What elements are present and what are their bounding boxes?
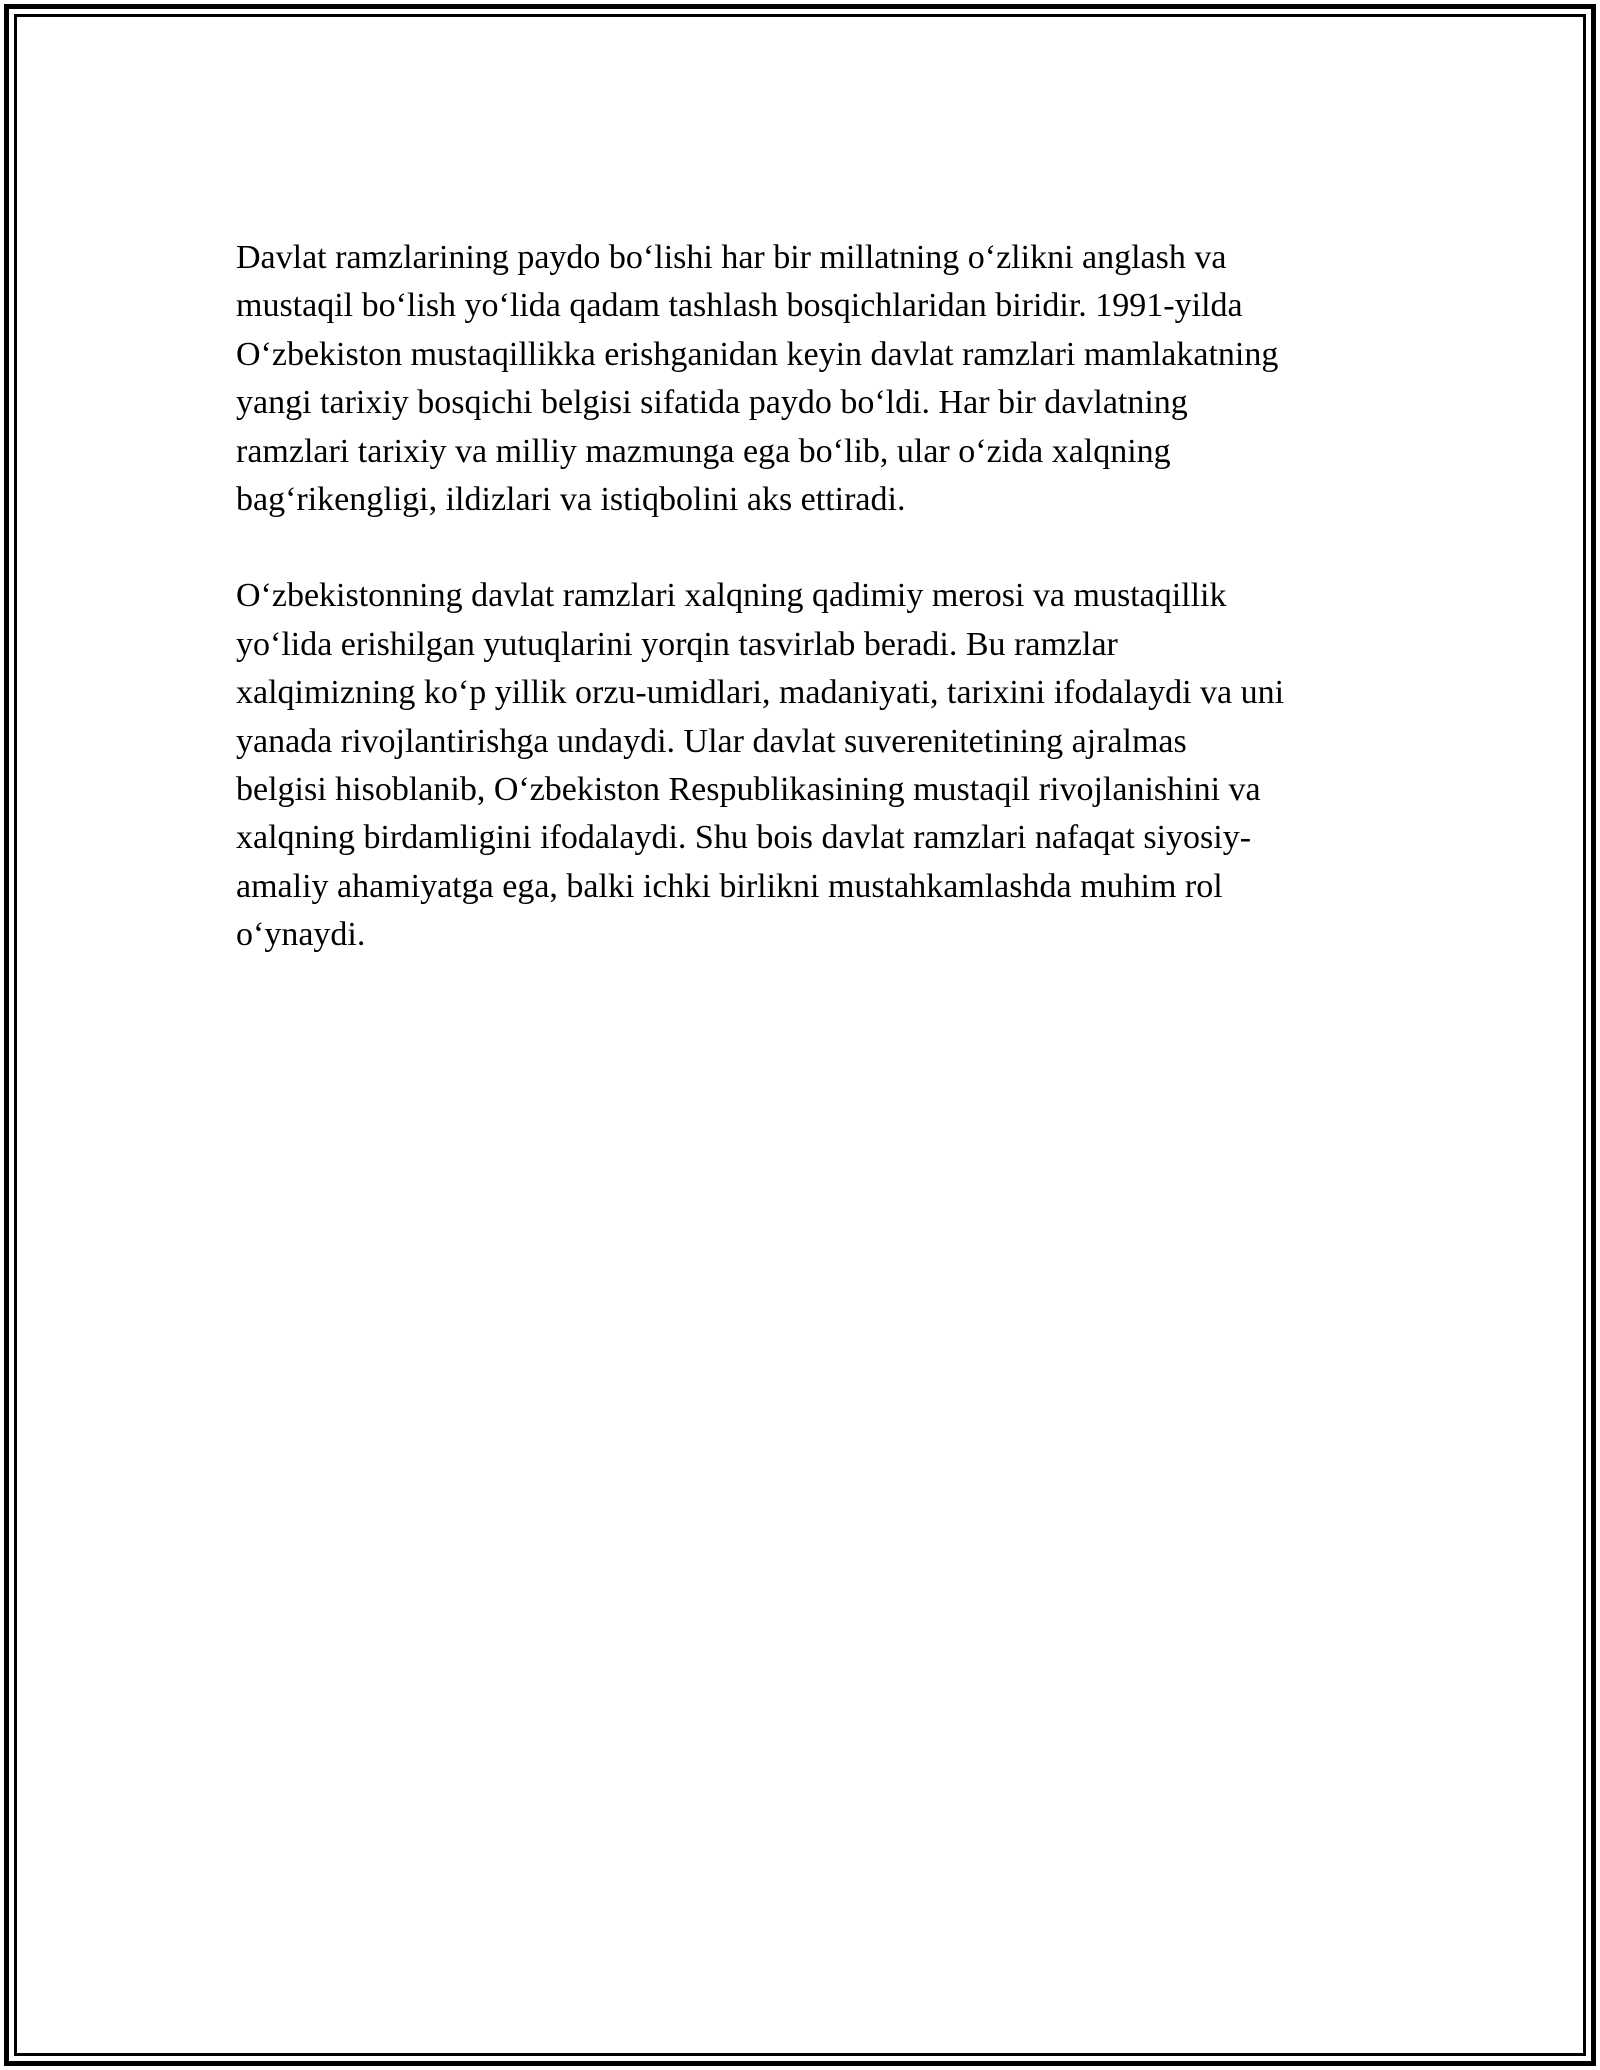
text-line: o‘ynaydi. (236, 916, 366, 954)
paragraph-1 (236, 234, 1376, 524)
text-line: Davlat ramzlarining paydo bo‘lishi har bir millatning o‘zlikni anglash va (236, 239, 1227, 276)
text-line: yangi tarixiy bosqichi belgisi sifatida paydo bo‘ldi. Har bir davlatning (236, 384, 1188, 422)
text-line: belgisi hisoblanib, O‘zbekiston Respublikasining mustaqil rivojlanishini va (236, 771, 1261, 809)
document-body (236, 234, 1376, 960)
text-line: yo‘lida erishilgan yutuqlarini yorqin tasvirlab beradi. Bu ramzlar (236, 625, 1118, 663)
text-line: mustaqil bo‘lish yo‘lida qadam tashlash bosqichlaridan biridir. 1991-yilda (236, 287, 1243, 325)
text-line: ramzlari tarixiy va milliy mazmunga ega bo‘lib, ular o‘zida xalqning (236, 432, 1171, 470)
text-line: O‘zbekistonning davlat ramzlari xalqning qadimiy merosi va mustaqillik (236, 577, 1227, 615)
paragraph-2 (236, 572, 1376, 959)
text-line: xalqimizning ko‘p yillik orzu-umidlari, madaniyati, tarixini ifodalaydi va uni (236, 674, 1285, 712)
text-line: xalqning birdamligini ifodalaydi. Shu bois davlat ramzlari nafaqat siyosiy- (236, 819, 1252, 857)
text-line: amaliy ahamiyatga ega, balki ichki birlikni mustahkamlashda muhim rol (236, 867, 1223, 905)
text-line: O‘zbekiston mustaqillikka erishganidan keyin davlat ramzlari mamlakatning (236, 335, 1279, 373)
text-line: bag‘rikengligi, ildizlari va istiqbolini aks ettiradi. (236, 481, 906, 519)
text-line: yanada rivojlantirishga undaydi. Ular davlat suverenitetining ajralmas (236, 722, 1187, 760)
